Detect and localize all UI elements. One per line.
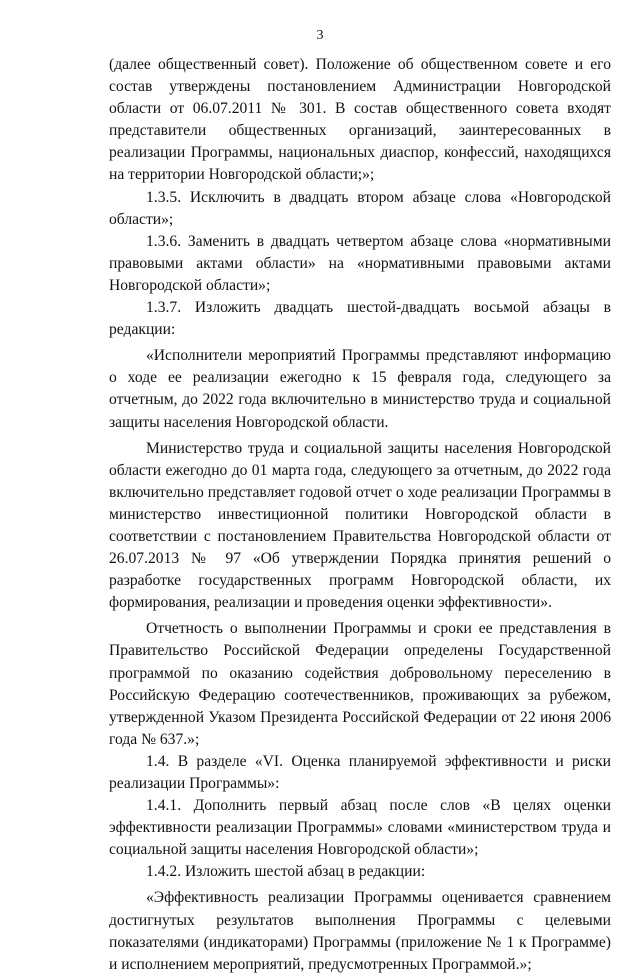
paragraph-quote-efficiency: «Эффективность реализации Программы оценивается сравнением достигнутых результатов выполнения Программы с целевыми показателями (индикаторами) Программы (приложение № 1 к Программе) и исполнением мероприятий, предусмотренных Программой.»; bbox=[109, 889, 611, 973]
paragraph-item-1-4-1: 1.4.1. Дополнить первый абзац после слов «В целях оценки эффективности реализации Программы» словами «министерством труда и социальной защиты населения Новгородской области»; bbox=[109, 797, 611, 859]
page-number: 3 bbox=[316, 28, 324, 43]
paragraph-item-1-3-7: 1.3.7. Изложить двадцать шестой-двадцать восьмой абзацы в редакции: bbox=[109, 299, 611, 339]
paragraph-reporting: Отчетность о выполнении Программы и сроки ее представления в Правительство Российской Федерации определены Государственной программой по оказанию содействия добровольному переселению в Российскую Федерацию соотечественников, проживающих за рубежом, утвержденной Указом Президента Российской Федерации от 22 июня 2006 года № 637.»; bbox=[109, 620, 611, 748]
paragraph-item-1-3-6: 1.3.6. Заменить в двадцать четвертом абзаце слова «нормативными правовыми актами области» на «нормативными правовыми актами Новгородской области»; bbox=[109, 232, 611, 294]
document-body bbox=[109, 54, 611, 976]
paragraph-ministry-report: Министерство труда и социальной защиты населения Новгородской области ежегодно до 01 марта года, следующего за отчетным, до 2022 года включительно представляет годовой отчет о ходе реализации Программы в министерство инвестиционной политики Новгородской области в соответствии с постановлением Правительства Новгородской области от 26.07.2013 № 97 «Об утверждении Порядка принятия решений о разработке государственных программ Новгородской области, их формирования, реализации и проведения оценки эффективности». bbox=[109, 439, 611, 612]
paragraph-item-1-4-2: 1.4.2. Изложить шестой абзац в редакции: bbox=[146, 863, 426, 881]
paragraph-item-1-4: 1.4. В разделе «VI. Оценка планируемой эффективности и риски реализации Программы»: bbox=[109, 752, 611, 792]
paragraph-item-1-3-5: 1.3.5. Исключить в двадцать втором абзаце слова «Новгородской области»; bbox=[109, 188, 611, 228]
paragraph-quote-executors: «Исполнители мероприятий Программы представляют информацию о ходе ее реализации ежегодно к 15 февраля года, следующего за отчетным, до 2022 года включительно в министерство труда и социальной защиты населения Новгородской области. bbox=[109, 347, 611, 431]
paragraph-continuation: (далее общественный совет). Положение об общественном совете и его состав утверждены постановлением Администрации Новгородской области от 06.07.2011 № 301. В состав общественного совета входят представители общественных организаций, заинтересованных в реализации Программы, национальных диаспор, конфессий, находящихся на территории Новгородской области;»; bbox=[109, 56, 611, 184]
